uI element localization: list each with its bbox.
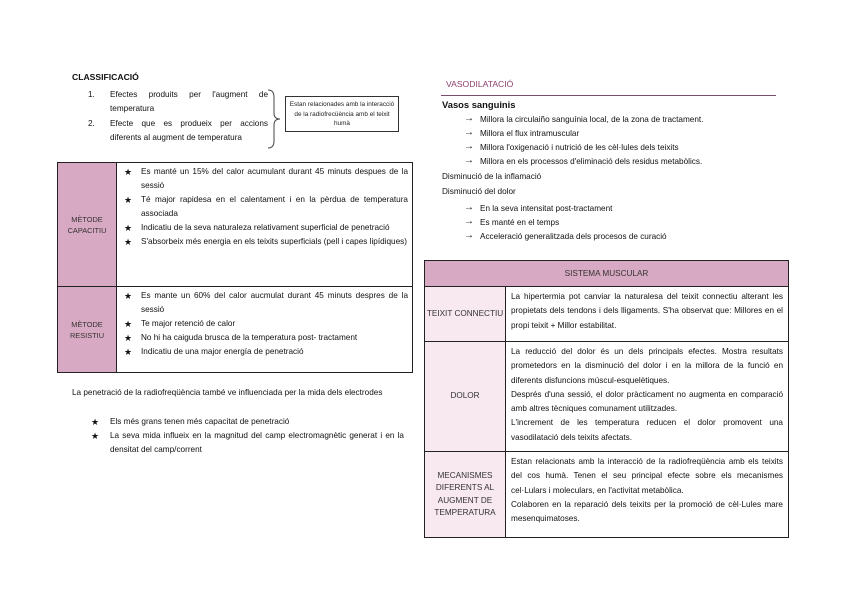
star-icon: ★ — [124, 195, 133, 205]
method-table — [57, 162, 413, 373]
star-icon: ★ — [91, 417, 100, 427]
note-box: Estan relacionades amb la interacció de la radiofrecüència amb el teixit humà — [285, 96, 399, 132]
list-item — [88, 429, 404, 457]
item-text: S'absorbeix més energia en els teixits superficials (pell i capes lipídiques) — [141, 237, 407, 246]
table-row — [425, 287, 789, 342]
item-text: Es manté un 15% del calor acumulant durant 45 minuts despues de la sessió — [141, 167, 408, 190]
table-row — [425, 342, 789, 452]
muscle-table — [424, 260, 789, 538]
list-item — [464, 141, 784, 155]
list-item — [121, 235, 408, 249]
list-item — [121, 165, 408, 193]
list-item — [121, 331, 408, 345]
star-icon: ★ — [124, 347, 133, 357]
pain-list — [464, 202, 764, 244]
item-text: Indicatiu de la seva naturaleza relativament superficial de penetració — [141, 223, 390, 232]
item-text: Millora el flux intramuscular — [480, 129, 580, 138]
item-text: Millora en els processos d'eliminació dels residus metabòlics. — [480, 157, 703, 166]
vasos-list — [464, 113, 784, 169]
star-list — [121, 165, 408, 249]
item-text: Acceleració generalitzada dels procesos de curació — [480, 232, 667, 241]
item-text: Es manté en el temps — [480, 218, 560, 227]
arrow-icon: → — [464, 113, 474, 124]
item-text: En la seva intensitat post-tractament — [480, 204, 613, 213]
arrow-icon: → — [464, 155, 474, 166]
item-text: Efecte que es produeix per accions diferents al augment de temperatura — [110, 119, 268, 142]
title-divider — [441, 95, 776, 96]
list-item — [464, 127, 784, 141]
arrow-icon: → — [464, 127, 474, 138]
list-item — [464, 113, 784, 127]
star-icon: ★ — [124, 291, 133, 301]
table-row — [58, 163, 413, 287]
arrow-icon: → — [464, 230, 474, 241]
penetration-list — [88, 415, 404, 457]
row-body — [506, 287, 789, 342]
paragraph: Després d'una sessió, el dolor pràcticament no augmenta en comparació amb altres tècniques comunament utilitzades. — [511, 389, 783, 414]
paragraph: La reducció del dolor és un dels principals efectes. Mostra resultats prometedors en la disminució del dolor i en la millora de la funció en diferents disfuncions múscul-esquelètiques. — [511, 347, 783, 385]
arrow-icon: → — [464, 202, 474, 213]
row-body — [506, 452, 789, 538]
list-item — [121, 289, 408, 317]
list-item — [88, 415, 404, 429]
list-item — [464, 230, 764, 244]
paragraph: La hipertermia pot canviar la naturalesa del teixit connectiu alterant les propietats dels tendons i dels lligaments. S'ha observat que: Millores en el propi teixit + Millor estabilitat. — [511, 292, 783, 330]
row-header: MECANISMES DIFERENTS AL AUGMENT DE TEMPERATURA — [425, 452, 506, 538]
item-text: La seva mida influeix en la magnitud del camp electromagnètic generat i en la densitat del camp/corrent — [110, 431, 404, 454]
star-icon: ★ — [124, 319, 133, 329]
paragraph: Estan relacionats amb la interacció de la radiofreqüència amb els teixits del cos humà. Tenen el seu principal efecte sobre els mecanismes cel·Lulars i moleculars, en l'activitat metabòlica. — [511, 457, 783, 495]
list-item — [121, 345, 408, 359]
list-item — [88, 88, 268, 116]
item-text: Indicatiu de una major energía de penetració — [141, 347, 304, 356]
vasos-heading: Vasos sanguinis — [442, 99, 516, 110]
list-item — [121, 221, 408, 235]
penetration-text: La penetració de la radiofreqüència també ve influenciada per la mida dels electrodes — [72, 388, 383, 397]
star-icon: ★ — [124, 333, 133, 343]
star-icon: ★ — [124, 237, 133, 247]
row-header: DOLOR — [425, 342, 506, 452]
row-header: MÈTODE CAPACITIU — [58, 163, 117, 287]
arrow-icon: → — [464, 141, 474, 152]
classification-list — [88, 88, 268, 146]
item-text: Es mante un 60% del calor aucmulat durant 45 minuts despres de la sessió — [141, 291, 408, 314]
list-item — [464, 216, 764, 230]
item-text: Millora l'oxigenació i nutrició de les cèl·lules dels teixits — [480, 143, 679, 152]
item-text: Te major retenció de calor — [141, 319, 236, 328]
row-header: MÈTODE RESISTIU — [58, 287, 117, 373]
row-body — [117, 287, 413, 373]
list-item — [88, 117, 268, 145]
item-text: No hi ha caiguda brusca de la temperatura post- tractament — [141, 333, 358, 342]
item-text: Té major rapidesa en el calentament i en la pèrdua de temperatura associada — [141, 195, 408, 218]
pain-heading: Disminució del dolor — [442, 187, 516, 196]
paragraph: L'increment de les temperatura reducen el dolor promovent una vasodilatació dels teixits afectats. — [511, 418, 783, 442]
list-item — [464, 155, 784, 169]
star-icon: ★ — [124, 223, 133, 233]
item-text: Efectes produits per l'augment de temperatura — [110, 90, 268, 113]
inflammation-text: Disminució de la inflamació — [442, 172, 542, 181]
table-banner: SISTEMA MUSCULAR — [425, 261, 789, 287]
list-item — [121, 193, 408, 221]
arrow-icon: → — [464, 216, 474, 227]
item-text: Millora la circulaiño sanguínia local, de la zona de tractament. — [480, 115, 704, 124]
list-item — [464, 202, 764, 216]
table-row — [58, 287, 413, 373]
item-text: Els més grans tenen més capacitat de penetració — [110, 417, 290, 426]
row-body — [117, 163, 413, 287]
row-header: TEIXIT CONNECTIU — [425, 287, 506, 342]
star-icon: ★ — [124, 167, 133, 177]
star-icon: ★ — [91, 431, 100, 441]
list-item — [121, 317, 408, 331]
row-body — [506, 342, 789, 452]
classification-title: CLASSIFICACIÓ — [72, 72, 139, 82]
vasodilatation-title: VASODILATACIÓ — [446, 79, 514, 89]
table-row — [425, 452, 789, 538]
item-number: 2. — [88, 119, 95, 128]
item-number: 1. — [88, 90, 95, 99]
right-brace-icon — [266, 89, 282, 149]
star-list — [121, 289, 408, 359]
paragraph: Colaboren en la reparació dels teixits per la promoció de cèl·Lules mare mesenquimatoses. — [511, 499, 783, 524]
table-banner-row — [425, 261, 789, 287]
